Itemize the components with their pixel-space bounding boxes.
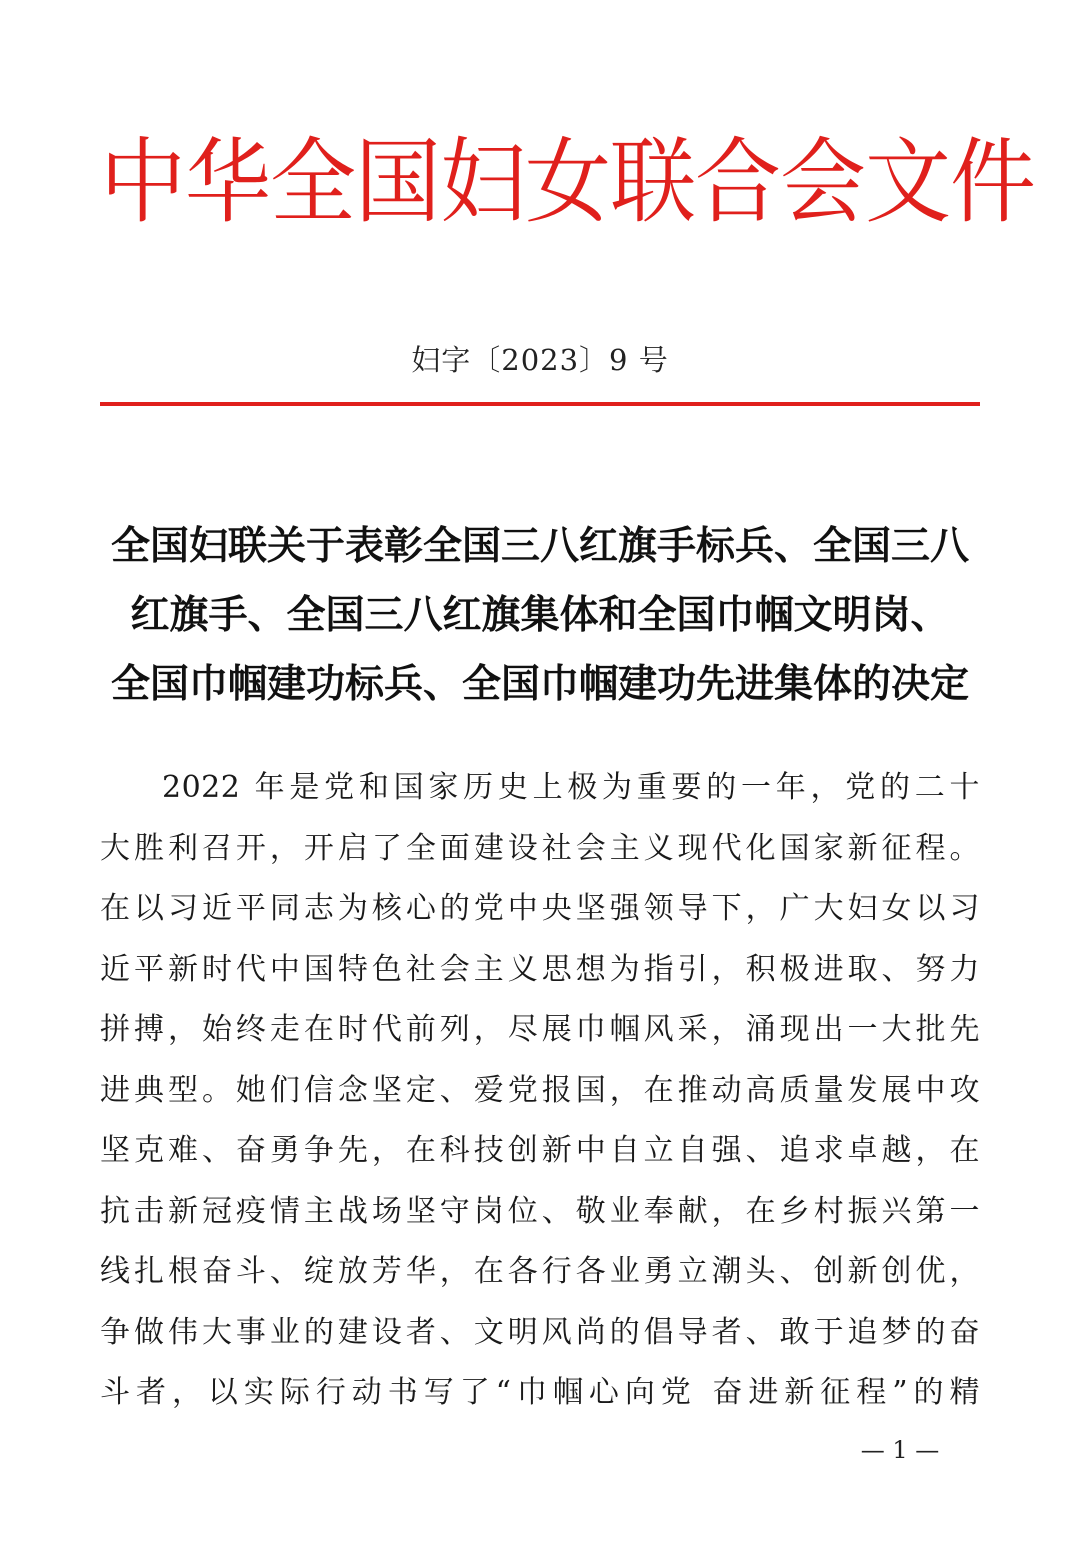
body-line: 抗击新冠疫情主战场坚守岗位、敬业奉献，在乡村振兴第一 [100, 1193, 980, 1229]
red-divider-line [100, 402, 980, 406]
body-line: 拼搏，始终走在时代前列，尽展巾帼风采，涌现出一大批先 [100, 1012, 980, 1047]
body-line: 在以习近平同志为核心的党中央坚强领导下，广大妇女以习 [100, 891, 980, 926]
body-line: 2022 年是党和国家历史上极为重要的一年，党的二十 [162, 770, 980, 805]
body-line: 斗者，以实际行动书写了“巾帼心向党 奋进新征程”的精 [100, 1375, 980, 1410]
body-line: 近平新时代中国特色社会主义思想为指引，积极进取、努力 [100, 951, 980, 987]
body-line: 线扎根奋斗、绽放芳华，在各行各业勇立潮头、创新创优， [100, 1254, 980, 1289]
body-line: 坚克难、奋勇争先，在科技创新中自立自强、追求卓越，在 [100, 1133, 980, 1168]
body-line: 大胜利召开，开启了全面建设社会主义现代化国家新征程。 [100, 830, 980, 866]
document-header-title: 中华全国妇女联合会文件 [100, 128, 1035, 237]
body-line: 争做伟大事业的建设者、文明风尚的倡导者、敢于追梦的奋 [100, 1314, 980, 1350]
body-line: 进典型。她们信念坚定、爱党报国，在推动高质量发展中攻 [100, 1072, 980, 1108]
decision-title-line: 全国妇联关于表彰全国三八红旗手标兵、全国三八 [110, 524, 969, 569]
decision-title-line: 红旗手、全国三八红旗集体和全国巾帼文明岗、 [130, 593, 950, 638]
document-number: 妇字〔2023〕9 号 [411, 343, 669, 377]
decision-title-line: 全国巾帼建功标兵、全国巾帼建功先进集体的决定 [110, 662, 969, 707]
decision-title [100, 512, 980, 719]
body-paragraph [100, 758, 980, 1424]
page-number: — 1 — [860, 1436, 940, 1464]
